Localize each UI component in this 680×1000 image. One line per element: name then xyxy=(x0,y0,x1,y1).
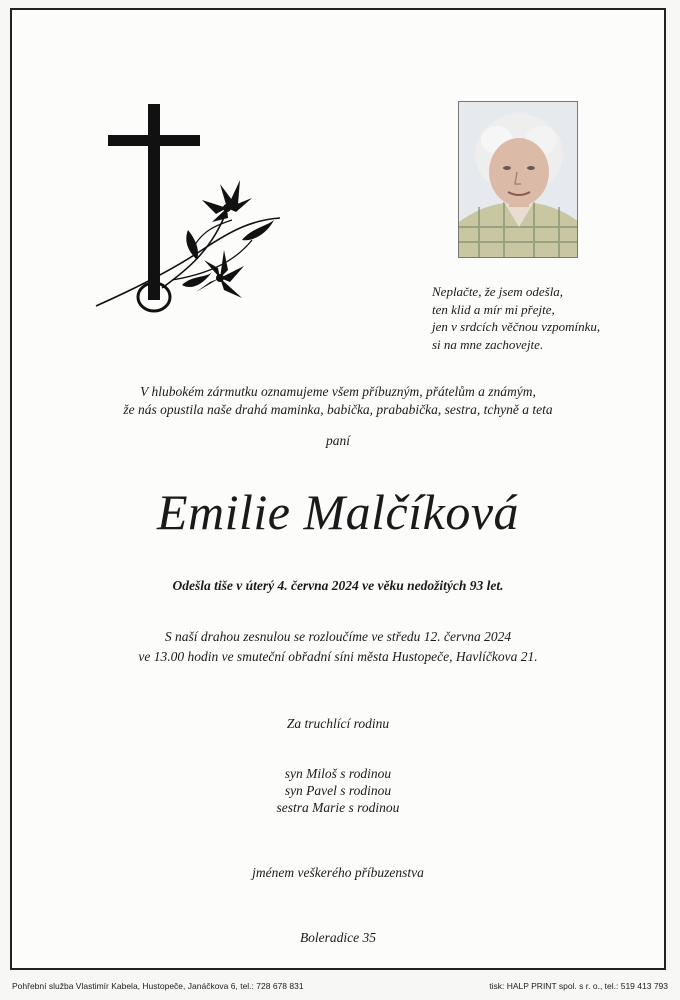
address: Boleradice 35 xyxy=(299,930,377,945)
mourner: syn Pavel s rodinou xyxy=(284,783,392,798)
mourner: syn Miloš s rodinou xyxy=(284,766,392,781)
farewell-line: ve 13.00 hodin ve smuteční obřadní síni města Hustopeče, Havlíčkova 21. xyxy=(138,649,538,664)
poem-line: si na mne zachovejte. xyxy=(432,336,544,352)
mourner: sestra Marie s rodinou xyxy=(276,800,400,815)
mourners-list xyxy=(10,765,666,816)
announcement-line: V hlubokém zármutku oznamujeme všem příbuzným, přátelům a známým, xyxy=(140,384,536,399)
poem-line: Neplačte, že jsem odešla, xyxy=(432,284,564,299)
announcement-line: že nás opustila naše drahá maminka, babička, prababička, sestra, tchyně a teta xyxy=(123,402,553,417)
family-heading: Za truchlící rodinu xyxy=(286,716,390,731)
poem-line: ten klid a mír mi přejte, xyxy=(432,301,555,317)
deceased-title: paní xyxy=(325,433,350,448)
behalf-line: jménem veškerého příbuzenstva xyxy=(252,865,424,880)
poem xyxy=(432,283,662,353)
farewell-info xyxy=(10,627,666,667)
printer-credit: tisk: HALP PRINT spol. s r. o., tel.: 519 413 793 xyxy=(489,981,668,991)
poem-line: jen v srdcích věčnou vzpomínku, xyxy=(432,319,601,334)
funeral-service-credit: Pohřební služba Vlastimír Kabela, Hustopeče, Janáčkova 6, tel.: 728 678 831 xyxy=(12,981,304,991)
announcement xyxy=(10,383,666,419)
cross-with-lilies-icon xyxy=(92,100,287,320)
farewell-line: S naší drahou zesnulou se rozloučíme ve středu 12. června 2024 xyxy=(164,629,512,644)
death-line: Odešla tiše v úterý 4. června 2024 ve věku nedožitých 93 let. xyxy=(172,578,504,593)
deceased-name: Emilie Malčíková xyxy=(156,484,520,540)
portrait-photo xyxy=(458,101,578,258)
